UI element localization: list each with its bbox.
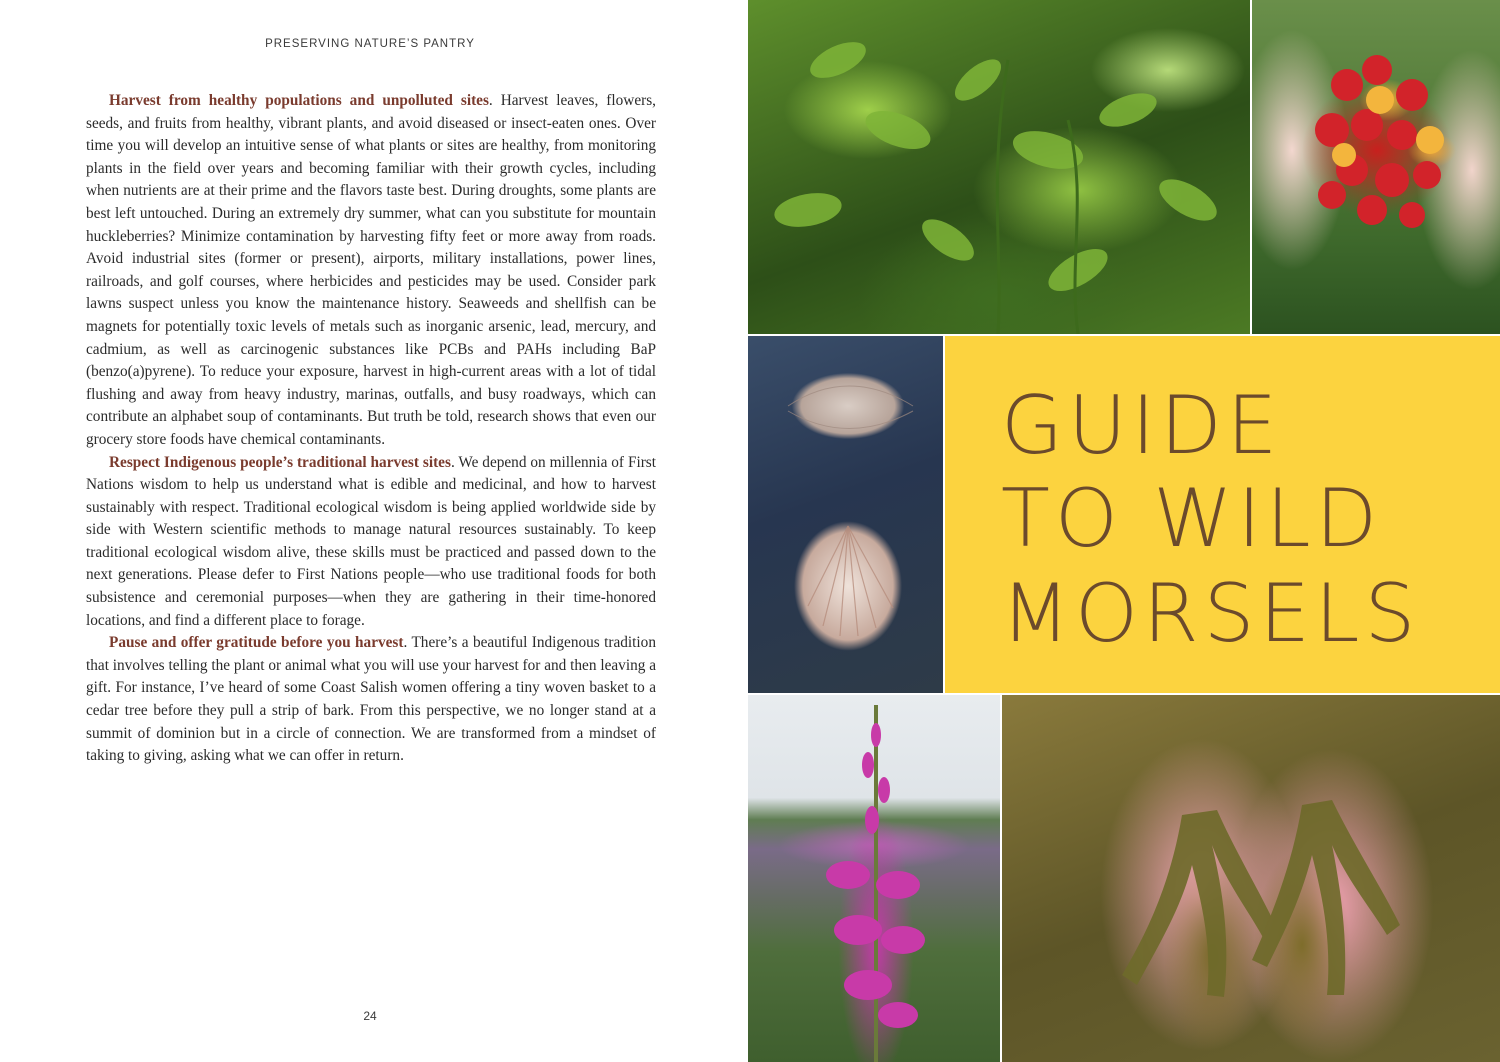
body-text [86,90,656,768]
paragraph-lead: Pause and offer gratitude before you harvest [109,634,404,652]
paragraph-body: . There’s a beautiful Indigenous tradition that involves telling the plant or animal what you will use your harvest for and then leaving a gift. For instance, I’ve heard of some Coast Salish women offering a tiny woven basket to a cedar tree before they pull a strip of bark. From this perspective, we no longer stand at a summit of dominion but in a circle of connection. We are transformed from a mindset of taking to giving, asking what we can offer in return. [86,634,656,765]
running-head: PRESERVING NATURE’S PANTRY [265,38,475,50]
cockle-shells [748,336,943,693]
seaweed-in-hands-photo [1002,695,1500,1062]
paragraph-harvest-healthy [86,90,656,452]
chapter-title-line: GUIDE [1001,379,1283,472]
chapter-title-line: TO WILD [1001,472,1383,565]
fireweed-photo [748,695,1000,1062]
salmonberries-photo [1252,0,1500,334]
paragraph-body: . We depend on millennia of First Nations wisdom to help us understand what is edible and medicinal, and how to harvest sustainably with respect. Traditional ecological wisdom is being applied worldwide side by side with Western scientific methods to manage natural resources sustainably. To keep traditional ecological wisdom alive, these skills must be practiced and passed down to the next generations. Please defer to First Nations people—who use traditional foods for both subsistence and ceremonial purposes—when they are gathering in their time-honored locations, and find a different place to forage. [86,453,656,629]
paragraph-lead: Harvest from healthy populations and unpolluted sites [109,92,489,109]
paragraph-respect-sites [86,452,656,633]
left-page [0,0,748,1062]
fireweed-flowers [748,695,1000,1062]
paragraph-lead: Respect Indigenous people’s traditional harvest sites [109,453,451,471]
rockweed-tips [1002,695,1500,1062]
wild-greens-photo [748,0,1250,334]
salmonberries-cluster [1252,0,1500,334]
chapter-title-line: MORSELS [1001,567,1421,660]
wild-greens-leaves [748,0,1250,334]
right-page [748,0,1500,1062]
cockle-shells-photo [748,336,943,693]
page-number: 24 [363,1009,377,1023]
paragraph-gratitude [86,632,656,768]
chapter-title-block [945,336,1500,693]
paragraph-body: . Harvest leaves, flowers, seeds, and fruits from healthy, vibrant plants, and avoid diseased or insect-eaten ones. Over time you will develop an intuitive sense of what plants or sites are healthy, from monitoring plants in the field over years and becoming familiar with their growth cycles, including when nutrients are at their prime and the flavors taste best. During droughts, some plants are best left untouched. During an extremely dry summer, what can you substitute for mountain huckleberries? Minimize contamination by harvesting fifty feet or more away from roads. Avoid industrial sites (former or present), airports, military installations, power lines, railroads, and golf courses, where herbicides and pesticides may be used. Consider park lawns suspect unless you know the maintenance history. Seaweeds and shellfish can be magnets for potentially toxic levels of metals such as inorganic arsenic, lead, mercury, and cadmium, as well as carcinogenic substances like PCBs and PAHs including BaP (benzo(a)pyrene). To reduce your exposure, harvest in high-current areas with a lot of tidal flushing and away from heavy industry, marinas, outfalls, and busy roadways, which can contribute an alphabet soup of contaminants. But truth be told, research shows that even our grocery store foods have chemical contaminants. [86,92,656,448]
